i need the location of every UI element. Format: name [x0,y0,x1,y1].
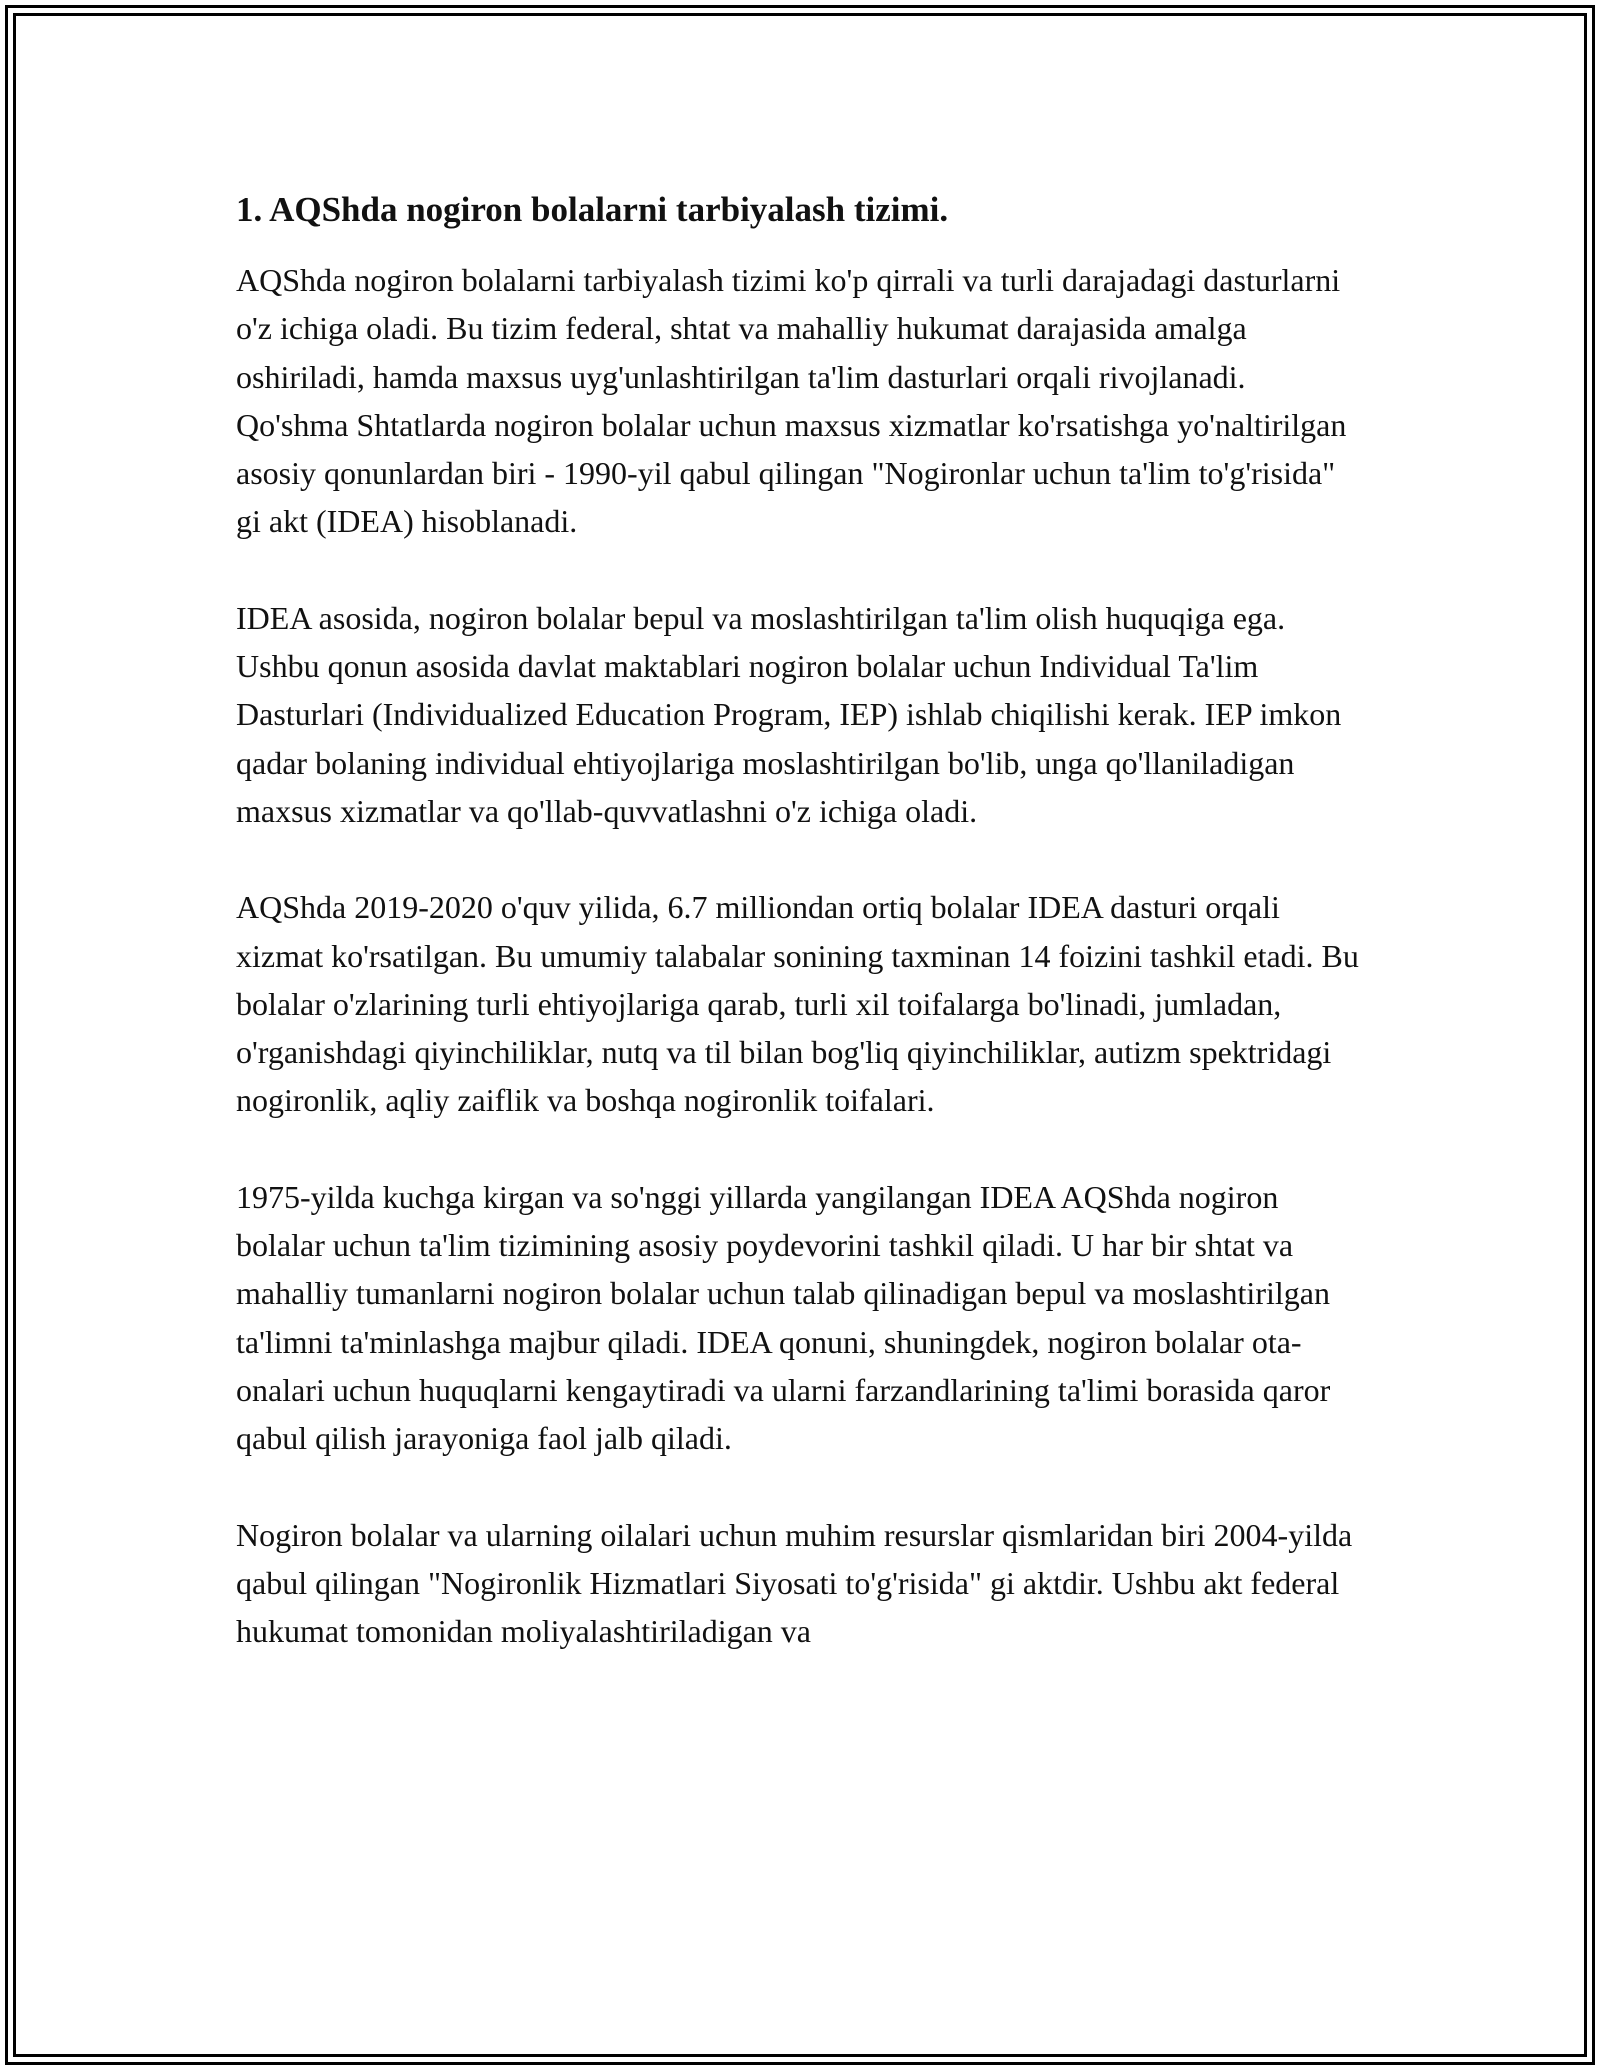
document-body [236,186,1364,1703]
paragraph-4: 1975-yilda kuchga kirgan va so'nggi yillarda yangilangan IDEA AQShda nogiron bolalar uchun ta'lim tizimining asosiy poydevorini tashkil qiladi. U har bir shtat va mahalliy tumanlarni nogiron bolalar uchun talab qilinadigan bepul va moslashtirilgan ta'limni ta'minlashga majbur qiladi. IDEA qonuni, shuningdek, nogiron bolalar ota-onalari uchun huquqlarni kengaytiradi va ularni farzandlarining ta'limi borasida qaror qabul qilish jarayoniga faol jalb qiladi. [236,1178,1331,1457]
paragraph-3: AQShda 2019-2020 o'quv yilida, 6.7 milliondan ortiq bolalar IDEA dasturi orqali xizmat ko'rsatilgan. Bu umumiy talabalar sonining taxminan 14 foizini tashkil etadi. Bu bolalar o'zlarining turli ehtiyojlariga qarab, turli xil toifalarga bo'linadi, jumladan, o'rganishdagi qiyinchiliklar, nutq va til bilan bog'liq qiyinchiliklar, autizm spektridagi nogironlik, aqliy zaiflik va boshqa nogironlik toifalari. [236,889,1359,1119]
section-heading: 1. AQShda nogiron bolalarni tarbiyalash tizimi. [236,190,949,229]
paragraph-5: Nogiron bolalar va ularning oilalari uchun muhim resurslar qismlaridan biri 2004-yilda qabul qilingan "Nogironlik Hizmatlari Siyosati to'g'risida" gi aktdir. Ushbu akt federal hukumat tomonidan moliyalashtiriladigan va [236,1516,1353,1650]
paragraph-2: IDEA asosida, nogiron bolalar bepul va moslashtirilgan ta'lim olish huquqiga ega. Ushbu qonun asosida davlat maktablari nogiron bolalar uchun Individual Ta'lim Dasturlari (Individualized Education Program, IEP) ishlab chiqilishi kerak. IEP imkon qadar bolaning individual ehtiyojlariga moslashtirilgan bo'lib, unga qo'llaniladigan maxsus xizmatlar va qo'llab-quvvatlashni o'z ichiga oladi. [236,599,1342,829]
paragraph-1: AQShda nogiron bolalarni tarbiyalash tizimi ko'p qirrali va turli darajadagi dasturlarni o'z ichiga oladi. Bu tizim federal, shtat va mahalliy hukumat darajasida amalga oshiriladi, hamda maxsus uyg'unlashtirilgan ta'lim dasturlari orqali rivojlanadi. Qo'shma Shtatlarda nogiron bolalar uchun maxsus xizmatlar ko'rsatishga yo'naltirilgan asosiy qonunlardan biri - 1990-yil qabul qilingan "Nogironlar uchun ta'lim to'g'risida" gi akt (IDEA) hisoblanadi. [236,262,1347,540]
